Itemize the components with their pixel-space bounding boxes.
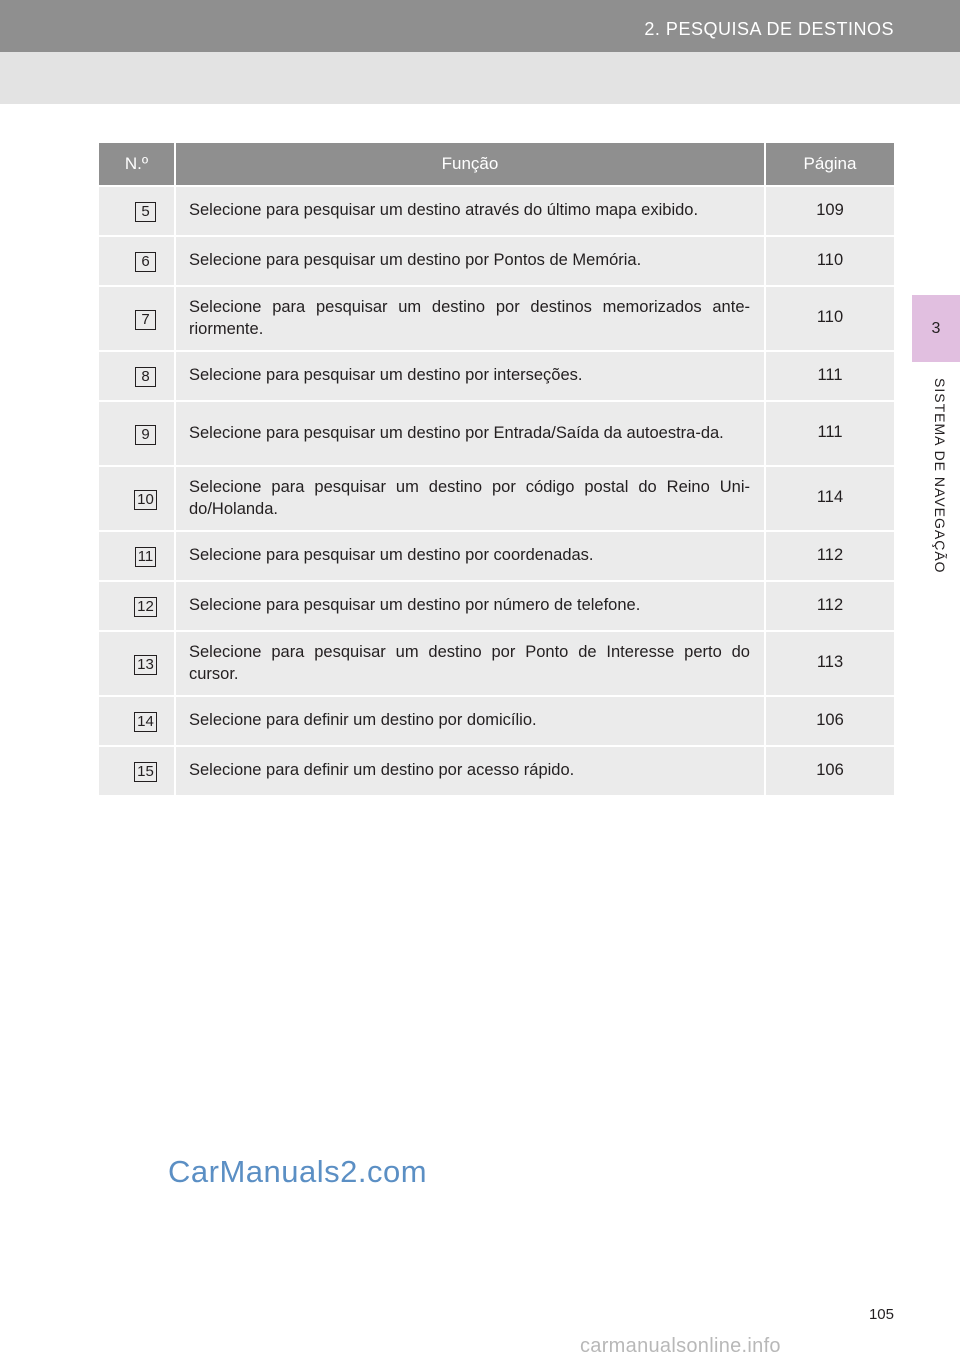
header-page: Página (765, 142, 895, 186)
item-number: 12 (134, 597, 157, 617)
chapter-tab (912, 295, 960, 362)
item-number: 11 (135, 547, 157, 567)
watermark: CarManuals2.com (168, 1154, 428, 1189)
table-row (98, 401, 895, 466)
table-row (98, 186, 895, 236)
table-row (98, 581, 895, 631)
function-desc: Selecione para pesquisar um destino por interseções. (175, 351, 765, 401)
item-number: 10 (134, 490, 157, 510)
item-number: 6 (135, 252, 156, 272)
table-row (98, 746, 895, 796)
page-ref: 113 (765, 631, 895, 696)
table-row (98, 236, 895, 286)
page-ref: 106 (765, 746, 895, 796)
function-desc: Selecione para pesquisar um destino por Pontos de Memória. (175, 236, 765, 286)
function-desc: Selecione para pesquisar um destino por coordenadas. (175, 531, 765, 581)
page-ref: 111 (765, 351, 895, 401)
header-bar (0, 0, 960, 52)
function-desc: Selecione para pesquisar um destino por Entrada/Saída da autoestra-da. (175, 401, 765, 466)
section-title: 2. PESQUISA DE DESTINOS (644, 19, 894, 39)
page-ref: 109 (765, 186, 895, 236)
item-number: 15 (134, 762, 157, 782)
item-number: 8 (135, 367, 156, 387)
item-number: 13 (134, 655, 157, 675)
table-row (98, 631, 895, 696)
page-number: 105 (868, 1306, 894, 1323)
header-function: Função (175, 142, 765, 186)
table-row (98, 466, 895, 531)
item-number: 14 (134, 712, 157, 732)
function-table (97, 141, 896, 797)
function-desc: Selecione para pesquisar um destino por Ponto de Interesse perto do cursor. (175, 631, 765, 696)
page-ref: 110 (765, 236, 895, 286)
function-desc: Selecione para pesquisar um destino por número de telefone. (175, 581, 765, 631)
chapter-number: 3 (931, 319, 941, 337)
function-desc: Selecione para definir um destino por domicílio. (175, 696, 765, 746)
function-desc: Selecione para pesquisar um destino por código postal do Reino Uni-do/Holanda. (175, 466, 765, 531)
table-row (98, 531, 895, 581)
page-ref: 114 (765, 466, 895, 531)
table-header-row (98, 142, 895, 186)
function-desc: Selecione para pesquisar um destino através do último mapa exibido. (175, 186, 765, 236)
item-number: 7 (135, 310, 156, 330)
function-desc: Selecione para pesquisar um destino por destinos memorizados ante-riormente. (175, 286, 765, 351)
page-ref: 110 (765, 286, 895, 351)
table-row (98, 696, 895, 746)
chapter-label: SISTEMA DE NAVEGAÇÃO (932, 378, 948, 574)
page-ref: 112 (765, 531, 895, 581)
page-ref: 111 (765, 401, 895, 466)
page-ref: 112 (765, 581, 895, 631)
header-band (0, 52, 960, 104)
header-num: N.º (98, 142, 175, 186)
table-row (98, 351, 895, 401)
item-number: 9 (135, 425, 156, 445)
function-desc: Selecione para definir um destino por acesso rápido. (175, 746, 765, 796)
item-number: 5 (135, 202, 156, 222)
table-row (98, 286, 895, 351)
footer-watermark: carmanualsonline.info (580, 1335, 781, 1357)
page-ref: 106 (765, 696, 895, 746)
